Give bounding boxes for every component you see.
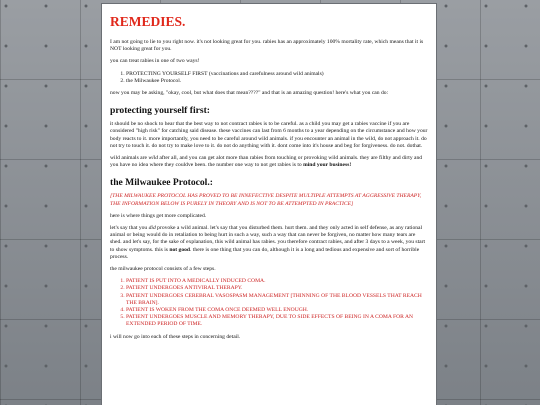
emphasis-did: did xyxy=(148,225,156,232)
text-run: . there is one thing that you can do, although it is a long and tedious and expensive and sort of horrible process. xyxy=(110,246,420,260)
section-heading-milwaukee: the Milwaukee Protocol.: xyxy=(110,177,213,189)
scenario-paragraph xyxy=(110,225,428,261)
list-item: 2. PATIENT UNDERGOES ANTIVIRAL THERAPY. xyxy=(126,285,428,292)
question-paragraph: now you may be asking, "okay, cool, but what does that mean????" and that is an amazing question! here's what you can do: xyxy=(110,90,389,97)
list-item: 1. PROTECTING YOURSELF FIRST (vaccinations and carefulness around wild animals) xyxy=(126,71,428,78)
ways-list xyxy=(110,71,428,85)
text-run: after all, and you can get alot more than rabies from touching or provoking wild animals. they are filthy and dirty and you have no idea where they couldve been. the number one way to not get rabies is to xyxy=(110,155,423,169)
steps-intro: the milwaukee protocol consists of a few steps. xyxy=(110,266,216,273)
outro-paragraph: i will now go into each of these steps in concerning detail. xyxy=(110,333,241,340)
list-item: 1. PATIENT IS PUT INTO A MEDICALLY INDUCED COMA. xyxy=(126,278,428,285)
bold-mind-your-business: mind your business! xyxy=(303,162,352,169)
page-title: REMEDIES. xyxy=(110,14,186,29)
content-panel xyxy=(102,4,436,405)
two-ways-intro: you can treat rabies in one of two ways! xyxy=(110,58,200,65)
complicated-paragraph: here is where things get more complicated. xyxy=(110,212,207,219)
section-heading-protecting: protecting yourself first: xyxy=(110,105,210,117)
wild-animals-paragraph xyxy=(110,155,428,169)
emphasis-wild: wild xyxy=(148,155,159,162)
bold-not-good: not good xyxy=(169,246,191,253)
protocol-steps-list xyxy=(110,278,428,328)
protecting-paragraph: it should be no shock to hear that the best way to not contract rabies is to be careful. as a child you may get a rabies vaccine if you are considered "high risk" for catching said disease. these vaccines can last from 6 months to a year depending on the circumstance and how your body reacts to it. more importantly, you need to be careful around wild animals. if you encounter an animal in the wild, do not approach it. do not try to touch it. do not try to make love to it. do not do anything with it. dont come into it's house and beg for forgiveness. do not. dothat. xyxy=(110,121,428,149)
list-item: 2. the Milwaukee Protocol. xyxy=(126,78,428,85)
text-run: let's say that you xyxy=(110,225,149,232)
list-item: 4. PATIENT IS WOKEN FROM THE COMA ONCE DEEMED WELL ENOUGH. xyxy=(126,307,428,314)
list-item: 5. PATIENT UNDERGOES MUSCLE AND MEMORY THERAPY, DUE TO SIDE EFFECTS OF BEING IN A COMA FOR AN EXTENDED PERIOD OF TIME. xyxy=(126,314,428,328)
text-run: wild animals are xyxy=(110,155,149,162)
intro-paragraph: I am not going to lie to you right now. it's not looking great for you. rabies has an approximately 100% mortality rate, which means that it is NOT looking great for you. xyxy=(110,39,424,53)
warning-notice: [THE MILWAUKEE PROTOCOL HAS PROVED TO BE INNEFECTIVE DESPITE MULTIPLE ATTEMPTS AT AGGRESSIVE THERAPY, THE INFORMATION BELOW IS PURELY IN THEORY AND IS NOT TO BE ATTEMPTED IN PRACTICE] xyxy=(110,193,422,207)
text-run: provoke a wild animal. let's say that you disturbed them. hurt them. and they only acted in self defense, as any rational animal or being would do in retaliation to being hurt in such a way, such a way that can never be forgiven, no matter how many tears are shed. and let's say, for the sake of explanation, this wild animal has rabies. you therefore contract rabies, and after 3 days to a week, you start to show symptoms. this is xyxy=(110,225,426,253)
list-item: 3. PATIENT UNDERGOES CEREBRAL VASOSPASM MANAGEMENT [THINNING OF THE BLOOD VESSELS THAT REACH THE BRAIN]. xyxy=(126,293,428,307)
